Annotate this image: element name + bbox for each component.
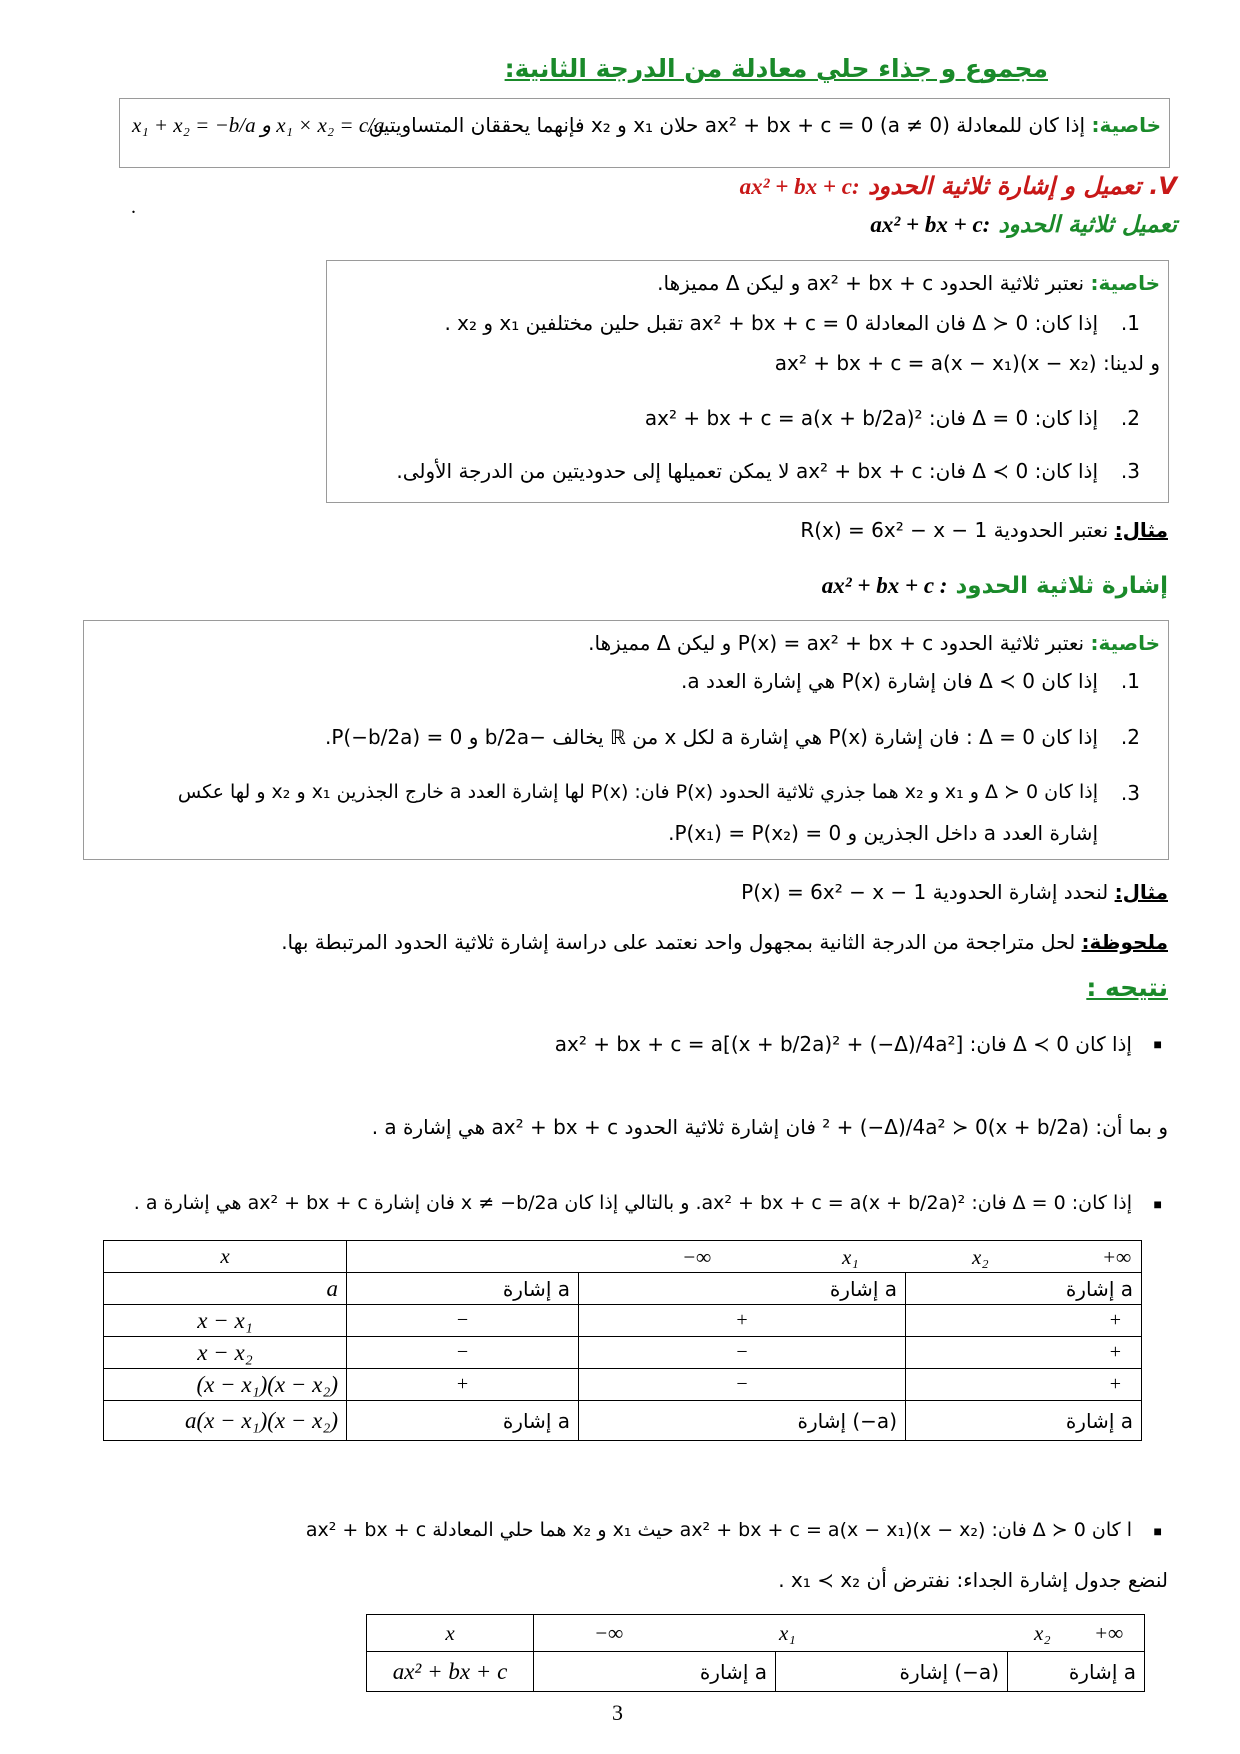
table1-row-label: (x − x₁)(x − x₂): [104, 1369, 347, 1401]
remark: [281, 930, 1168, 954]
result-title: نتيحه :: [1086, 973, 1168, 1002]
sign-item2: إذا كان Δ = 0 : فان إشارة P(x) هي إشارة a لكل x من ℝ يخالف −b/2a و P(−b/2a) = 0.: [324, 725, 1098, 749]
example1-label: مثال:: [1114, 518, 1168, 542]
sign-heading: [822, 573, 1168, 599]
factoring-title: تعميل ثلاثية الحدود: [998, 212, 1177, 238]
table2-row: [367, 1652, 1145, 1692]
table1-minus-inf: −∞: [682, 1245, 712, 1269]
table1-plus-inf: +∞: [1102, 1245, 1132, 1269]
table1-cell: إشارة a: [906, 1273, 1142, 1305]
sign-intro: نعتبر ثلاثية الحدود P(x) = ax² + bx + c و ليكن Δ مميزها.: [588, 631, 1085, 655]
factoring-item1-num: .1: [1120, 311, 1140, 335]
table1-row: [104, 1337, 1142, 1369]
property-box-factoring: [326, 260, 1169, 503]
table1-x1: x₁: [842, 1245, 859, 1269]
factoring-item2-num: .2: [1120, 406, 1140, 430]
table1-row: [104, 1369, 1142, 1401]
factoring-item3: إذا كان: Δ ≺ 0 فان: ax² + bx + c لا يمكن تعميلها إلى حدوديتين من الدرجة الأولى.: [396, 459, 1098, 483]
factoring-intro: نعتبر ثلاثية الحدود ax² + bx + c و ليكن Δ مميزها.: [657, 271, 1085, 295]
table2-cell: إشارة (−a): [776, 1652, 1008, 1692]
factoring-heading: [870, 212, 1177, 238]
stray-dot: .: [131, 196, 136, 218]
sign-item3-b: إشارة العدد a داخل الجذرين و P(x₁) = P(x₂) = 0.: [668, 821, 1098, 845]
result-b1-cont: و بما أن: (x + b/2a)² + (−Δ)/4a² ≻ 0 فان إشارة ثلاثية الحدود ax² + bx + c هي إشارة a .: [371, 1115, 1168, 1139]
result-b3-cont: لنضع جدول إشارة الجداء: نفترض أن x₁ ≺ x₂ .: [778, 1568, 1168, 1592]
result-b3: ا كان Δ ≻ 0 فان: ax² + bx + c = a(x − x₁)(x − x₂) حيث x₁ و x₂ هما حلي المعادلة ax² + bx + c: [305, 1519, 1132, 1541]
property-box-sign: [83, 620, 1169, 860]
table2-x1: x₁: [779, 1621, 796, 1645]
table2-minus-inf: −∞: [594, 1621, 624, 1645]
example2: [741, 880, 1168, 904]
table2-plus-inf: +∞: [1094, 1621, 1124, 1645]
factoring-item2: إذا كان: Δ = 0 فان: ax² + bx + c = a(x + b/2a)²: [644, 406, 1098, 430]
sign-expr: ax² + bx + c :: [821, 573, 948, 598]
table1-cell: إشارة (−a): [579, 1401, 906, 1441]
section-title-sum-product: مجموع و جذاء حلي معادلة من الدرجة الثانية:: [504, 54, 1048, 83]
table1-row-label: a: [104, 1273, 347, 1305]
bullet-3: ■: [1153, 1525, 1162, 1540]
factoring-property-label: خاصية:: [1090, 271, 1160, 295]
table1-header-x: x: [104, 1241, 347, 1273]
table1-cell: +: [906, 1305, 1142, 1337]
factoring-item3-num: .3: [1120, 459, 1140, 483]
table1-row: [104, 1305, 1142, 1337]
table1-row: [104, 1273, 1142, 1305]
sign-table-2: [366, 1614, 1145, 1692]
table1-cell: −: [579, 1369, 906, 1401]
sign-title: إشارة ثلاثية الحدود: [955, 573, 1168, 599]
property-line: [369, 113, 1161, 137]
table1-cell: +: [906, 1337, 1142, 1369]
table1-cell: إشارة a: [347, 1273, 579, 1305]
sign-property-label: خاصية:: [1090, 631, 1160, 655]
section-v-expr: ax² + bx + c:: [739, 174, 860, 199]
factoring-expr: ax² + bx + c:: [870, 212, 991, 237]
sum-product-formula: x₁ + x₂ = −b/a و x₁ × x₂ = c/a: [132, 113, 385, 137]
table1-cell: إشارة a: [579, 1273, 906, 1305]
factoring-intro-line: [657, 271, 1160, 295]
result-b2: إذا كان: Δ = 0 فان: ax² + bx + c = a(x + b/2a)². و بالتالي إذا كان x ≠ −b/2a فان إشارة ax² + bx + c هي إشارة a .: [133, 1192, 1132, 1214]
sign-item3-num: .3: [1120, 781, 1140, 805]
table1-row-label: x − x₂: [104, 1337, 347, 1369]
table2-row-label: ax² + bx + c: [367, 1652, 534, 1692]
property-box-sum-product: [119, 98, 1170, 168]
factoring-item1-b: و لدينا: ax² + bx + c = a(x − x₁)(x − x₂): [774, 351, 1160, 375]
bullet-2: ■: [1153, 1198, 1162, 1213]
table1-row-label: x − x₁: [104, 1305, 347, 1337]
table1-header-values: [347, 1241, 1142, 1273]
property-label: خاصية:: [1091, 113, 1161, 137]
sign-item1: إذا كان Δ ≺ 0 فان إشارة P(x) هي إشارة العدد a.: [681, 669, 1098, 693]
table1-cell: +: [579, 1305, 906, 1337]
table1-header-row: [104, 1241, 1142, 1273]
section-v-title: تعميل و إشارة ثلاثية الحدود: [867, 172, 1141, 200]
page-number: 3: [612, 1700, 623, 1725]
result-b1: إذا كان Δ ≺ 0 فان: ax² + bx + c = a[(x + b/2a)² + (−Δ)/4a²]: [554, 1032, 1132, 1056]
table1-x2: x₂: [972, 1245, 989, 1269]
table1-cell: إشارة a: [906, 1401, 1142, 1441]
table1-cell: +: [906, 1369, 1142, 1401]
table2-x2: x₂: [1034, 1621, 1051, 1645]
sign-item2-num: .2: [1120, 725, 1140, 749]
table1-cell: −: [579, 1337, 906, 1369]
example2-label: مثال:: [1114, 880, 1168, 904]
table1-row-label: a(x − x₁)(x − x₂): [104, 1401, 347, 1441]
example2-text: لنحدد إشارة الحدودية P(x) = 6x² − x − 1: [741, 880, 1109, 904]
section-v-heading: [740, 172, 1177, 200]
section-v-number: V.: [1149, 172, 1177, 200]
table2-cell: إشارة a: [1008, 1652, 1145, 1692]
remark-text: لحل متراجحة من الدرجة الثانية بمجهول واحد نعتمد على دراسة إشارة ثلاثية الحدود المرتبطة بها.: [281, 930, 1076, 954]
table1-cell: −: [347, 1305, 579, 1337]
table2-cell: إشارة a: [534, 1652, 776, 1692]
table1-cell: إشارة a: [347, 1401, 579, 1441]
table2-header-x: x: [367, 1615, 534, 1652]
example1: [800, 518, 1168, 542]
table1-row: [104, 1401, 1142, 1441]
table1-cell: +: [347, 1369, 579, 1401]
table2-header-row: [367, 1615, 1145, 1652]
sign-item1-num: .1: [1120, 669, 1140, 693]
sign-item3: إذا كان Δ ≻ 0 و x₁ و x₂ هما جذري ثلاثية الحدود P(x) فان: P(x) لها إشارة العدد a خارج الجذرين x₁ و x₂ و لها عكس: [177, 781, 1098, 803]
factoring-item1: إذا كان: Δ ≻ 0 فان المعادلة ax² + bx + c = 0 تقبل حلين مختلفين x₁ و x₂ .: [444, 311, 1098, 335]
sign-table-1: [103, 1240, 1142, 1441]
table2-header-values: [534, 1615, 1145, 1652]
remark-label: ملحوظة:: [1081, 930, 1168, 954]
property-text: إذا كان للمعادلة ax² + bx + c = 0 (a ≠ 0) حلان x₁ و x₂ فإنهما يحققان المتساويتين: [368, 113, 1086, 137]
example1-text: نعتبر الحدودية R(x) = 6x² − x − 1: [800, 518, 1109, 542]
sign-intro-line: [588, 631, 1160, 655]
bullet-1: ■: [1153, 1038, 1162, 1053]
table1-cell: −: [347, 1337, 579, 1369]
